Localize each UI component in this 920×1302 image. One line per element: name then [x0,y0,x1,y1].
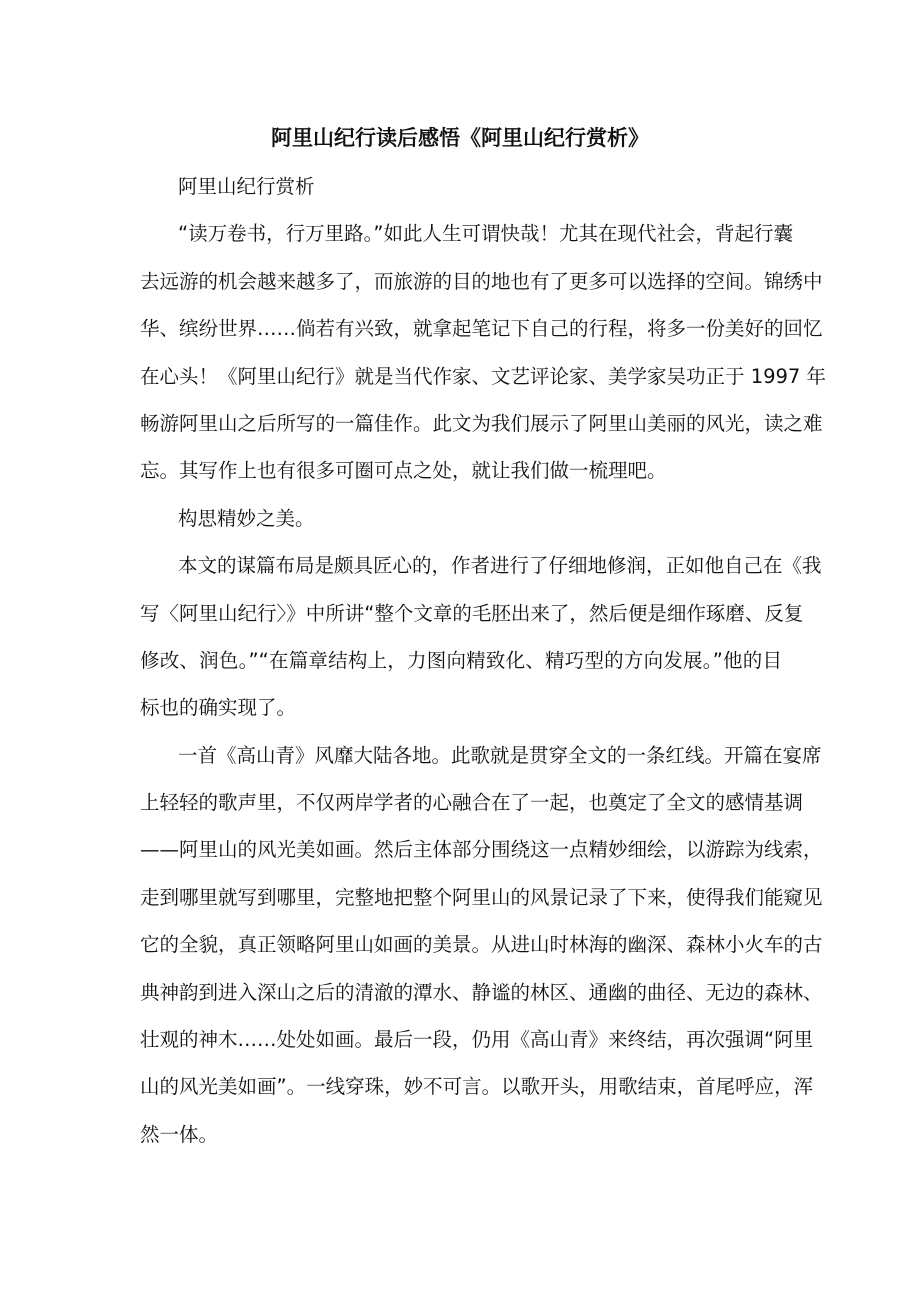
paragraph-heading [140,495,782,542]
text-line: “读万卷书，行万里路。”如此人生可谓快哉！尤其在现代社会，背起行囊 [178,222,793,246]
text-line: 一首《高山青》风靡大陆各地。此歌就是贯穿全文的一条红线。开篇在宴席 [178,743,822,767]
text-line: 标也的确实现了。 [140,696,297,720]
paragraph-intro [140,210,827,494]
text-line: 修改、润色。”“在篇章结构上，力图向精致化、精巧型的方向发展。”他的目 [140,648,782,672]
text-line: 本文的谋篇布局是颇具匠心的，作者进行了仔细地修润，正如他自己在《我 [178,554,822,578]
paragraph-structure [140,542,822,732]
paragraph-subtitle [140,163,782,210]
text-line: ——阿里山的风光美如画。然后主体部分围绕这一点精妙细绘，以游踪为线索， [140,838,823,862]
text-line: 山的风光美如画”。一线穿珠，妙不可言。以歌开头，用歌结束，首尾呼应，浑 [140,1075,814,1099]
text-line: 构思精妙之美。 [178,506,315,530]
text-line: 上轻轻的歌声里，不仅两岸学者的心融合在了一起，也奠定了全文的感情基调 [140,791,804,815]
text-line: 然一体。 [140,1122,219,1146]
document-body [140,163,827,1158]
text-line: 畅游阿里山之后所写的一篇佳作。此文为我们展示了阿里山美丽的风光，读之难 [140,411,823,435]
text-line: 它的全貌，真正领略阿里山如画的美景。从进山时林海的幽深、森林小火车的古 [140,933,823,957]
text-line: 华、缤纷世界……倘若有兴致，就拿起笔记下自己的行程，将多一份美好的回忆 [140,317,823,341]
document-title: 阿里山纪行读后感悟《阿里山纪行赏析》 [271,126,649,150]
text-line: 在心头！《阿里山纪行》就是当代作家、文艺评论家、美学家吴功正于 1997 年 [140,364,827,388]
text-line: 走到哪里就写到哪里，完整地把整个阿里山的风景记录了下来，使得我们能窥见 [140,885,823,909]
paragraph-song [140,732,823,1159]
text-line: 写〈阿里山纪行〉》中所讲“整个文章的毛胚出来了，然后便是细作琢磨、反复 [140,601,804,625]
text-line: 阿里山纪行赏析 [178,175,315,198]
text-line: 忘。其写作上也有很多可圈可点之处，就让我们做一梳理吧。 [140,459,667,483]
text-line: 典神韵到进入深山之后的清澈的潭水、静谧的林区、通幽的曲径、无边的森林、 [140,980,823,1004]
text-line: 去远游的机会越来越多了，而旅游的目的地也有了更多可以选择的空间。锦绣中 [140,269,823,293]
text-line: 壮观的神木……处处如画。最后一段，仍用《高山青》来终结，再次强调“阿里 [140,1028,814,1052]
